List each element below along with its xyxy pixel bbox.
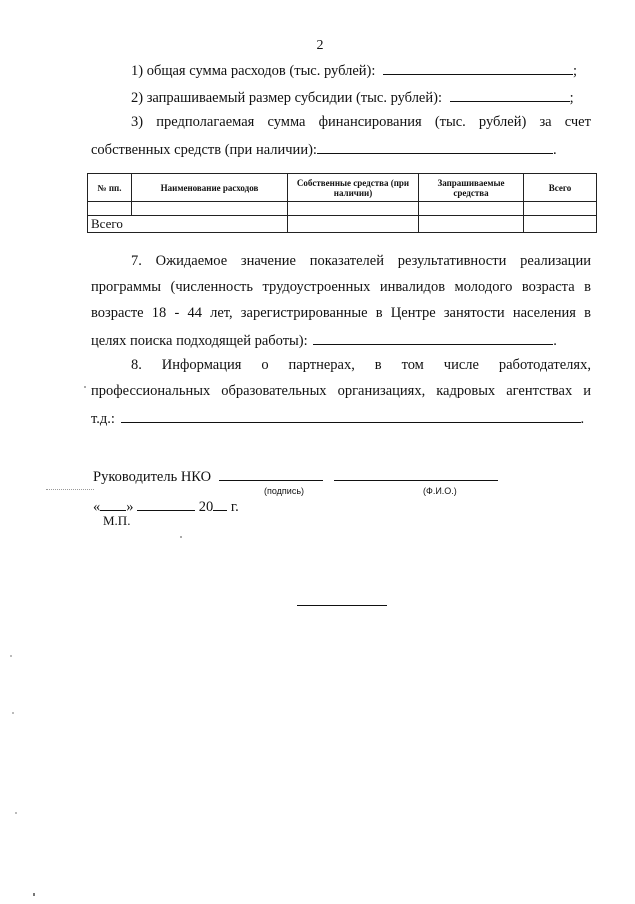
word: трудоустроенных xyxy=(262,279,371,295)
table-cell xyxy=(288,202,419,216)
table-cell xyxy=(419,216,524,233)
section8-line3-label: т.д.: xyxy=(91,411,115,427)
requested-subsidy-blank xyxy=(450,88,570,102)
col-header-total: Всего xyxy=(524,174,597,202)
year-suffix: г. xyxy=(230,499,239,515)
total-label: Всего xyxy=(88,216,288,233)
word: 7. xyxy=(131,253,142,269)
col-header-expense-name: Наименование расходов xyxy=(132,174,288,202)
signature-blank xyxy=(219,467,323,481)
word: организациях, xyxy=(337,383,426,399)
word: рублей) xyxy=(478,114,527,130)
table-cell xyxy=(524,216,597,233)
word: партнерах, xyxy=(288,357,355,373)
expenses-table xyxy=(87,173,597,233)
scan-artifact xyxy=(12,712,14,714)
employed-count-blank xyxy=(313,331,553,345)
word: в xyxy=(374,357,382,373)
table-cell xyxy=(419,202,524,216)
word: и xyxy=(583,383,591,399)
section7-line1 xyxy=(131,253,591,270)
word: кадровых xyxy=(436,383,496,399)
word: зарегистрированные xyxy=(240,305,368,321)
word: молодого xyxy=(454,279,513,295)
word: Информация xyxy=(161,357,242,373)
section7-line4 xyxy=(91,331,557,350)
closing-rule xyxy=(297,605,387,606)
item-requested-subsidy-label: 2) запрашиваемый размер субсидии (тыс. рублей): xyxy=(131,90,442,106)
table-cell xyxy=(132,202,288,216)
word: значение xyxy=(240,253,296,269)
word: сумма xyxy=(267,114,306,130)
col-header-requested-funds: Запрашиваемые средства xyxy=(419,174,524,202)
word: о xyxy=(261,357,269,373)
col-header-own-funds: Собственные средства (при наличии) xyxy=(288,174,419,202)
word: инвалидов xyxy=(379,279,446,295)
date-open-quote: « xyxy=(93,499,101,515)
own-funds-blank xyxy=(317,140,553,154)
word: предполагаемая xyxy=(156,114,255,130)
semicolon: ; xyxy=(573,63,578,79)
item-total-expenses-label: 1) общая сумма расходов (тыс. рублей): xyxy=(131,63,376,79)
partners-blank xyxy=(121,409,581,423)
word: - xyxy=(174,305,180,321)
scan-artifact xyxy=(84,386,86,388)
word: в xyxy=(375,305,383,321)
semicolon: ; xyxy=(569,90,574,106)
scan-artifact xyxy=(15,812,17,814)
word: 18 xyxy=(151,305,167,321)
word: результативности xyxy=(397,253,507,269)
scan-artifact xyxy=(46,489,94,490)
word: в xyxy=(584,279,591,295)
word: работодателях, xyxy=(498,357,591,373)
head-signature-line xyxy=(93,467,498,486)
table-row xyxy=(88,202,597,216)
col-header-number: № пп. xyxy=(88,174,132,202)
item-own-funds-label: собственных средств (при наличии): xyxy=(91,142,317,158)
table-cell xyxy=(288,216,419,233)
word: числе xyxy=(443,357,479,373)
table-total-row xyxy=(88,216,597,233)
scan-artifact xyxy=(33,893,35,896)
section8-line1 xyxy=(131,357,591,374)
scan-artifact xyxy=(10,655,12,657)
word: том xyxy=(401,357,424,373)
year-blank xyxy=(213,497,227,511)
word: занятости xyxy=(443,305,505,321)
word: 8. xyxy=(131,357,142,373)
word: образовательных xyxy=(221,383,327,399)
total-expenses-blank xyxy=(383,61,573,75)
word: Центре xyxy=(390,305,436,321)
section7-line3 xyxy=(91,305,591,322)
word: (тыс. xyxy=(434,114,466,130)
item-total-expenses xyxy=(131,61,577,80)
table-header-row xyxy=(88,174,597,202)
item-own-funds-line2 xyxy=(91,140,557,159)
item-own-funds-line1 xyxy=(131,114,591,131)
word: в xyxy=(584,305,591,321)
stamp-label: М.П. xyxy=(103,513,131,528)
word: (численность xyxy=(170,279,254,295)
section7-line2 xyxy=(91,279,591,296)
table-cell xyxy=(524,202,597,216)
word: Ожидаемое xyxy=(155,253,228,269)
period: . xyxy=(553,333,557,349)
word: 44 xyxy=(187,305,202,321)
year-prefix: 20 xyxy=(198,499,214,515)
item-requested-subsidy xyxy=(131,88,574,107)
table-cell xyxy=(88,202,132,216)
period: . xyxy=(552,142,557,158)
word: лет, xyxy=(210,305,233,321)
word: программы xyxy=(91,279,161,295)
word: возраста xyxy=(521,279,575,295)
word: реализации xyxy=(520,253,591,269)
word: 3) xyxy=(131,114,144,130)
section7-line4-label: целях поиска подходящей работы): xyxy=(91,333,308,349)
name-caption: (Ф.И.О.) xyxy=(423,486,457,496)
name-blank xyxy=(334,467,498,481)
day-blank xyxy=(100,497,126,511)
word: профессиональных xyxy=(91,383,211,399)
month-blank xyxy=(137,497,195,511)
section8-line2 xyxy=(91,383,591,400)
word: показателей xyxy=(309,253,384,269)
word: за xyxy=(539,114,552,130)
scan-artifact xyxy=(180,536,182,538)
signature-caption: (подпись) xyxy=(264,486,305,496)
date-close-quote: » xyxy=(126,499,134,515)
section8-line3 xyxy=(91,409,584,428)
period: . xyxy=(580,411,585,427)
page-number: 2 xyxy=(316,38,324,53)
word: финансирования xyxy=(318,114,422,130)
word: возрасте xyxy=(91,305,144,321)
word: населения xyxy=(512,305,576,321)
word: агентствах xyxy=(506,383,573,399)
word: счет xyxy=(564,114,591,130)
head-label: Руководитель НКО xyxy=(93,469,212,485)
